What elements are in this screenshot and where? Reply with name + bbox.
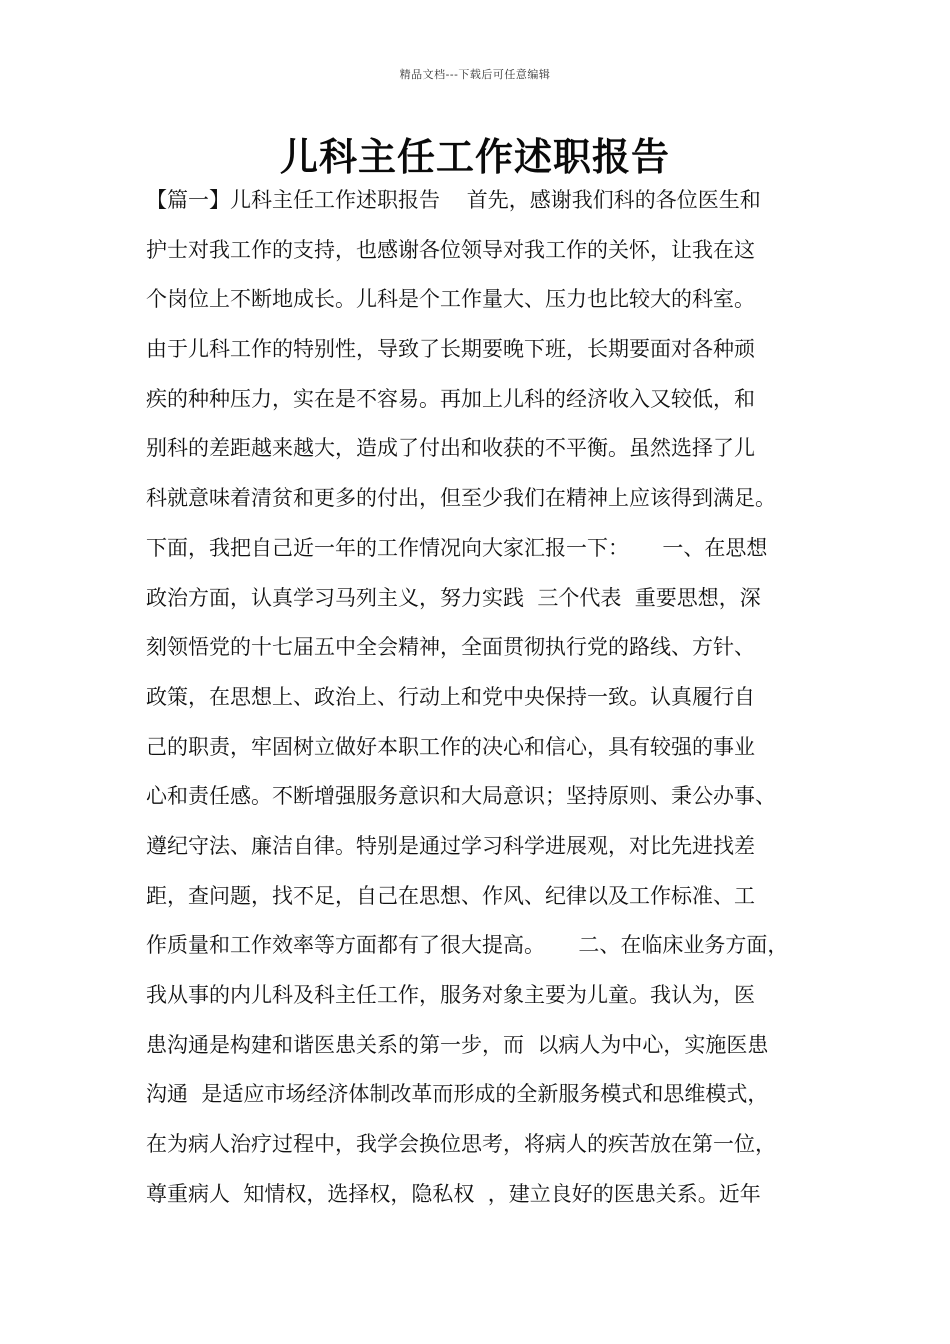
body-line: 沟通 是适应市场经济体制改革而形成的全新服务模式和思维模式，	[146, 1082, 769, 1107]
document-body	[146, 181, 836, 1224]
body-line: 心和责任感。不断增强服务意识和大局意识；坚持原则、秉公办事、	[146, 784, 776, 809]
body-line: 刻领悟党的十七届五中全会精神，全面贯彻执行党的路线、方针、	[146, 635, 755, 660]
body-line: 政策，在思想上、政治上、行动上和党中央保持一致。认真履行自	[146, 684, 755, 709]
body-line: 距，查问题，找不足，自己在思想、作风、纪律以及工作标准、工	[146, 883, 755, 908]
body-line: 疾的种种压力，实在是不容易。再加上儿科的经济收入又较低，和	[146, 386, 755, 411]
body-line: 由于儿科工作的特别性，导致了长期要晚下班，长期要面对各种顽	[146, 337, 755, 362]
body-line: 作质量和工作效率等方面都有了很大提高。 二、在临床业务方面，	[146, 933, 789, 958]
body-line: 个岗位上不断地成长。儿科是个工作量大、压力也比较大的科室。	[146, 287, 755, 312]
body-line: 别科的差距越来越大，造成了付出和收获的不平衡。虽然选择了儿	[146, 436, 755, 461]
body-line: 科就意味着清贫和更多的付出，但至少我们在精神上应该得到满足。	[146, 486, 776, 511]
body-line: 在为病人治疗过程中，我学会换位思考，将病人的疾苦放在第一位，	[146, 1132, 776, 1157]
body-line: 尊重病人 知情权，选择权，隐私权 ，建立良好的医患关系。近年	[146, 1181, 761, 1206]
body-line: 护士对我工作的支持，也感谢各位领导对我工作的关怀，让我在这	[146, 237, 755, 262]
body-line: 政治方面，认真学习马列主义，努力实践 三个代表 重要思想，深	[146, 585, 761, 610]
body-line: 遵纪守法、廉洁自律。特别是通过学习科学进展观，对比先进找差	[146, 833, 755, 858]
body-line: 患沟通是构建和谐医患关系的第一步，而 以病人为中心，实施医患	[146, 1032, 769, 1057]
document-title: 儿科主任工作述职报告	[279, 134, 670, 179]
body-line: 己的职责，牢固树立做好本职工作的决心和信心，具有较强的事业	[146, 734, 755, 759]
body-line: 【篇一】儿科主任工作述职报告 首先，感谢我们科的各位医生和	[146, 188, 761, 212]
body-line: 下面，我把自己近一年的工作情况向大家汇报一下： 一、在思想	[146, 535, 768, 560]
body-line: 我从事的内儿科及科主任工作，服务对象主要为儿童。我认为，医	[146, 983, 755, 1007]
header-watermark: 精品文档---下载后可任意编辑	[399, 68, 551, 81]
